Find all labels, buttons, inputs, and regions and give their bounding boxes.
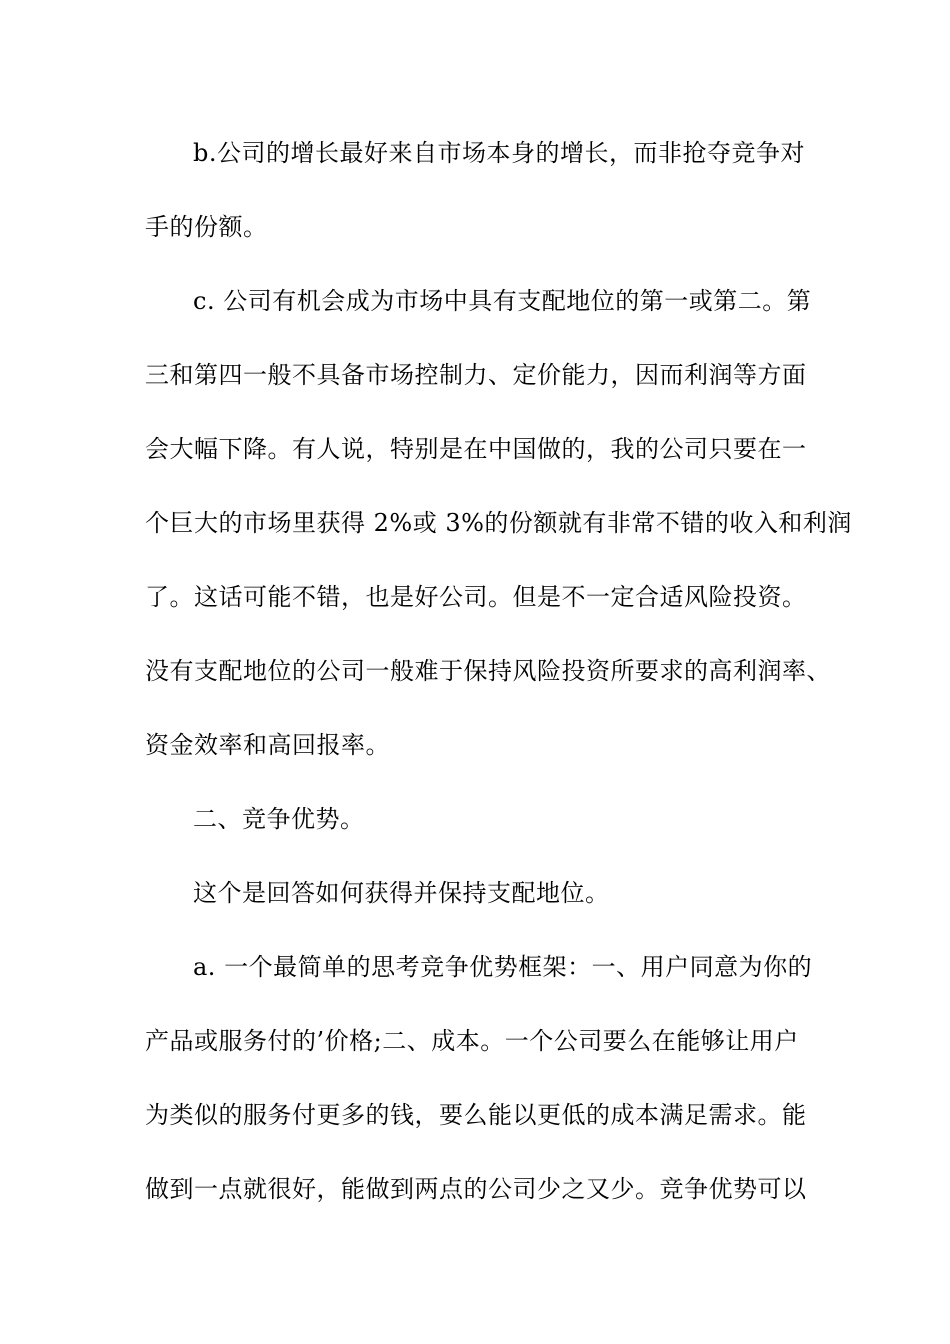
text-line: 这个是回答如何获得并保持支配地位。: [193, 879, 610, 907]
text-line: 资金效率和高回报率。: [145, 731, 390, 759]
text-line: 三和第四一般不具备市场控制力、定价能力，因而利润等方面: [145, 361, 807, 389]
text-line: 了。这话可能不错，也是好公司。但是不一定合适风险投资。: [145, 583, 807, 611]
text-line: 产品或服务付的’价格;二、成本。一个公司要么在能够让用户: [145, 1027, 799, 1055]
text-line: 会大幅下降。有人说，特别是在中国做的，我的公司只要在一: [145, 435, 807, 463]
text-line: 手的份额。: [145, 213, 268, 241]
text-line: 个巨大的市场里获得 2%或 3%的份额就有非常不错的收入和利润: [145, 509, 852, 537]
text-line: 为类似的服务付更多的钱，要么能以更低的成本满足需求。能: [145, 1101, 807, 1129]
text-line: c. 公司有机会成为市场中具有支配地位的第一或第二。第: [193, 287, 812, 315]
text-line: 做到一点就很好，能做到两点的公司少之又少。竞争优势可以: [145, 1175, 807, 1203]
section-heading: 二、竞争优势。: [193, 805, 365, 833]
text-line: a. 一个最简单的思考竞争优势框架：一、用户同意为你的: [193, 953, 813, 981]
text-line: b.公司的增长最好来自市场本身的增长，而非抢夺竞争对: [193, 139, 805, 167]
text-line: 没有支配地位的公司一般难于保持风险投资所要求的高利润率、: [145, 657, 831, 685]
